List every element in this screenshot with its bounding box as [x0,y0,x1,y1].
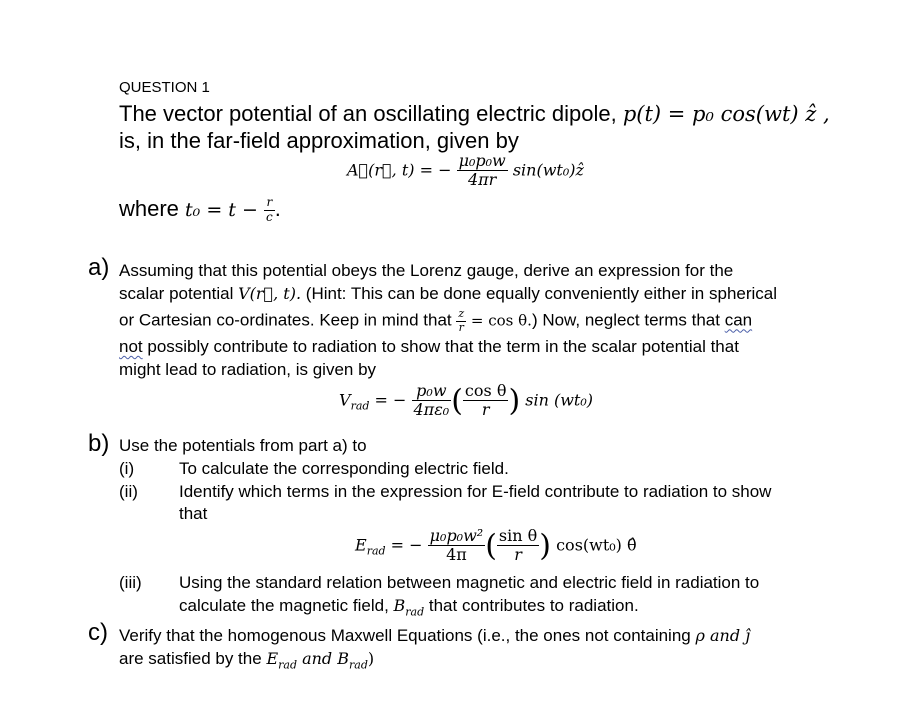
part-c-line-2 [119,649,374,671]
eq-a-rhs: sin(wt₀)ẑ [512,160,584,180]
closing-paren: ) [367,649,375,668]
part-a-label: a) [88,254,110,281]
eq-a-fraction [457,152,508,190]
spellcheck-can: can [724,310,753,330]
part-b-item-iii-text-2 [179,596,639,618]
eq-v-numerator: p₀w [412,382,452,401]
where-text: where [119,196,179,222]
electric-field-equation: $E_{rad}$ = − $\frac{\text{μ₀p₀w²}}{4\pi}$ ( $\frac{\text{sin θ}}{r}$ ) cos(wt₀) θ̂ [355,526,637,565]
e-rad-subscript: rad [278,658,297,672]
where-denominator: c [266,209,273,224]
eq-e-subscript: rad [366,544,386,558]
eq-e-inner-fraction [497,527,539,565]
z-over-r-numerator: z [458,307,465,320]
eq-a-denominator: 4πr [467,170,497,190]
b-rad-symbol-c: B [337,649,350,668]
part-a-line-2-prefix: scalar potential [119,284,234,303]
part-c-line-1-text: Verify that the homogenous Maxwell Equations (i.e., the ones not containing [119,626,691,645]
part-b-item-ii-text: Identify which terms in the expression for E-field contribute to radiation to show [179,482,772,501]
intro-line-1 [119,101,830,127]
eq-v-fraction [412,382,452,420]
part-b-item-i-number: (i) [119,459,135,478]
part-b-item-iii-prefix: calculate the magnetic field, [179,596,389,615]
part-a-line-3-suffix: ) Now, neglect terms that [531,310,720,330]
scalar-potential-equation: $V_{rad}$ = − $\frac{\text{p₀w}}{\text{4πε₀}}$ ( $\frac{\text{cos θ}}{r}$ ) sin (wt₀) [339,381,594,420]
eq-v-rhs: sin (wt₀) [525,390,594,410]
eq-e-inner-numerator: sin θ [498,526,538,545]
part-c-label: c) [88,619,108,646]
part-b-item-ii-number: (ii) [119,482,138,501]
part-a-line-3 [119,308,752,334]
eq-e-denominator: 4π [446,545,467,565]
eq-e-inner-denominator: r [514,545,522,565]
vector-potential-equation [347,152,584,190]
z-over-r-fraction [456,308,466,334]
eq-v-inner-denominator: r [481,400,490,420]
where-t0: t₀ = t − [185,199,258,222]
part-b-label: b) [88,430,110,457]
b-rad-symbol: B [393,596,406,615]
part-a-line-2 [119,284,777,304]
eq-e-numerator: μ₀p₀w² [429,526,484,545]
part-a-line-4 [119,337,739,357]
part-a-line-2-suffix: (Hint: This can be done equally conveniently either in spherical [301,284,778,303]
question-heading: QUESTION 1 [119,79,210,96]
b-rad-subscript-c: rad [349,658,368,672]
part-c-line-2-text: are satisfied by the [119,649,262,668]
part-b-item-i-text: To calculate the corresponding electric field. [179,459,509,478]
and-word: and [296,649,338,668]
part-a-line-3-prefix: or Cartesian co-ordinates. Keep in mind that [119,310,452,330]
z-over-r-denominator: r [458,320,464,334]
eq-v-equals: = − [369,390,407,410]
scalar-potential-symbol: V(r⃗, t). [238,284,302,303]
where-line [119,196,281,225]
part-a-line-5: might lead to radiation, is given by [119,360,377,379]
where-end: . [274,196,281,222]
eq-v-lhs: V [339,390,351,410]
intro-line-2: is, in the far-field approximation, given by [119,128,519,153]
cos-theta-expr: = cos θ. [470,311,532,330]
part-b-item-iii-number: (iii) [119,573,142,592]
eq-e-rhs: cos(wt₀) θ̂ [556,535,637,555]
eq-v-inner-numerator: cos θ [464,381,507,400]
b-rad-subscript: rad [405,605,425,619]
eq-v-subscript: rad [350,399,370,413]
part-a-line-4-rest: possibly contribute to radiation to show that the term in the scalar potential that [142,337,739,356]
where-numerator: r [264,196,275,211]
eq-a-lhs: A⃗(r⃗, t) = − [347,160,452,180]
spellcheck-not: not [119,337,143,356]
part-b-line-1: Use the potentials from part a) to [119,436,367,455]
eq-a-numerator: μ₀p₀w [458,151,506,170]
part-c-line-1 [119,626,750,646]
eq-v-denominator: 4πε₀ [413,400,450,420]
eq-e-lhs: E [355,535,367,555]
intro-text: The vector potential of an oscillating electric dipole, [119,101,617,126]
part-b-item-ii-text-2: that [179,504,208,523]
rho-and-j: ρ and ĵ [695,626,751,645]
eq-e-equals: = − [385,535,423,555]
e-rad-symbol: E [266,649,279,668]
eq-v-inner-fraction [463,382,509,420]
dipole-expression: p(t) = p₀ cos(wt) ẑ , [622,102,830,126]
part-b-item-iii-text: Using the standard relation between magnetic and electric field in radiation to [179,573,760,592]
where-fraction [264,196,275,225]
part-a-line-1: Assuming that this potential obeys the Lorenz gauge, derive an expression for the [119,261,734,280]
eq-e-fraction [428,527,486,565]
part-b-item-iii-suffix: that contributes to radiation. [424,596,639,615]
